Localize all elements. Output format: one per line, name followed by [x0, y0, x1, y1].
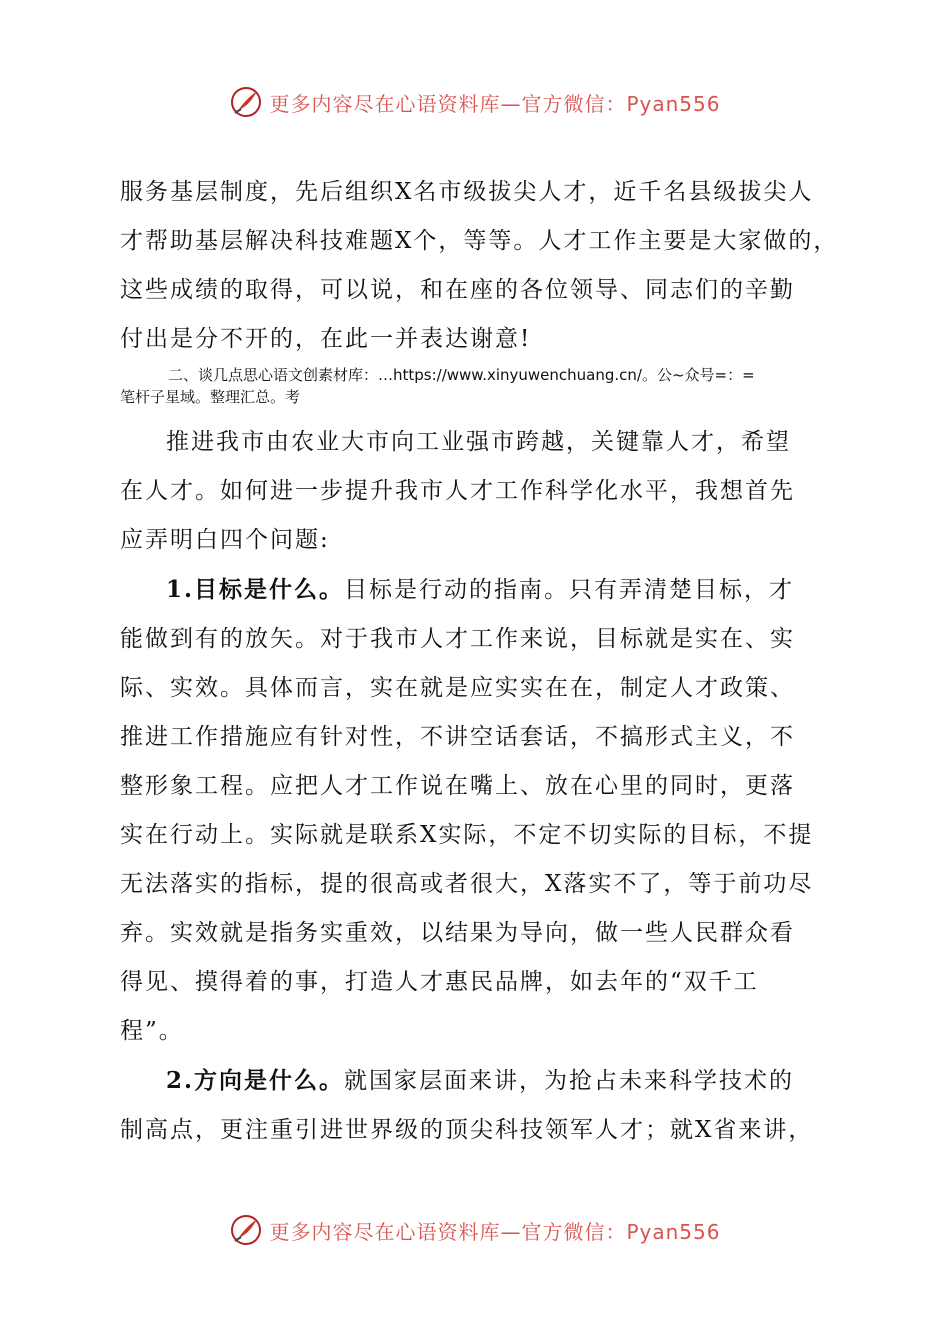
text-line: 在人才。如何进一步提升我市人才工作科学化水平，我想首先	[120, 478, 795, 504]
quill-logo-icon	[229, 1213, 263, 1247]
footer-banner	[0, 1208, 950, 1252]
text-line: 能做到有的放矢。对于我市人才工作来说，目标就是实在、实	[120, 626, 795, 652]
text-line: 弃。实效就是指务实重效，以结果为导向，做一些人民群众看	[120, 920, 795, 946]
text-line: 整形象工程。应把人才工作说在嘴上、放在心里的同时，更落	[120, 773, 795, 799]
text-line: 应弄明白四个问题:	[120, 527, 330, 553]
heading-text: 2.方向是什么。	[166, 1067, 345, 1094]
text-line: 推进我市由农业大市向工业强市跨越，关键靠人才，希望	[166, 429, 791, 455]
text-line: 付出是分不开的，在此一并表达谢意!	[120, 326, 532, 352]
watermark-note: 二、谈几点思心语文创素材库：…https://www.xinyuwenchuang.cn/。公~众号=：=	[168, 366, 755, 384]
section-heading-direction	[120, 1056, 832, 1106]
text-line: 得见、摸得着的事，打造人才惠民品牌，如去年的“双千工	[120, 969, 759, 995]
section-heading-goal	[120, 565, 832, 615]
quill-logo-icon	[229, 85, 263, 119]
text-line: 推进工作措施应有针对性，不讲空话套话，不搞形式主义，不	[120, 724, 795, 750]
text-line: 实在行动上。实际就是联系X实际，不定不切实际的目标，不提	[120, 822, 814, 848]
text-line: 无法落实的指标，提的很高或者很大，X落实不了，等于前功尽	[120, 871, 814, 897]
text-line: 制高点，更注重引进世界级的顶尖科技领军人才；就X省来讲，	[120, 1117, 814, 1143]
text-line: 际、实效。具体而言，实在就是应实实在在，制定人才政策、	[120, 675, 795, 701]
text-line: 这些成绩的取得，可以说，和在座的各位领导、同志们的辛勤	[120, 277, 795, 303]
text-line: 服务基层制度，先后组织X名市级拔尖人才，近千名县级拔尖人	[120, 179, 814, 205]
text-line: 才帮助基层解决科技难题X个，等等。人才工作主要是大家做的，	[120, 228, 839, 254]
text-line: 程”。	[120, 1018, 184, 1044]
heading-text: 1.目标是什么。	[166, 576, 345, 603]
text-line: 就国家层面来讲，为抢占未来科学技术的	[344, 1068, 795, 1094]
watermark-note: 笔杆子星域。整理汇总。考	[120, 388, 301, 406]
text-line: 目标是行动的指南。只有弄清楚目标，才	[344, 577, 795, 603]
header-banner	[0, 80, 950, 124]
document-body	[120, 168, 839, 1155]
banner-text: 更多内容尽在心语资料库—官方微信：Pyan556	[269, 1219, 721, 1244]
banner-text: 更多内容尽在心语资料库—官方微信：Pyan556	[269, 91, 721, 116]
